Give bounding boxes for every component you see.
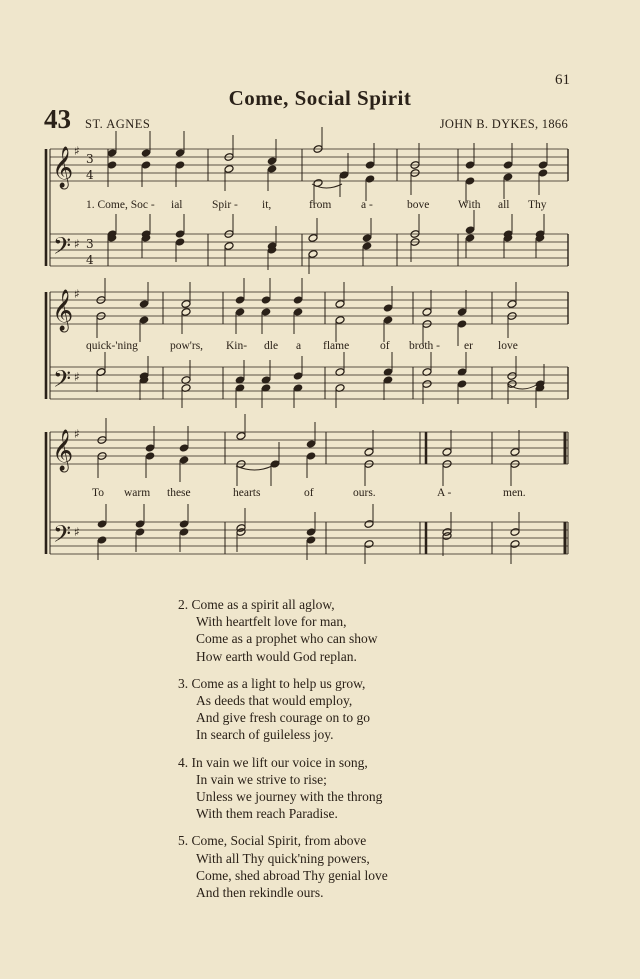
sharp-icon: ♯ — [74, 370, 80, 384]
hymn-title: Come, Social Spirit — [228, 86, 412, 110]
verse-3 — [178, 675, 640, 744]
lyric-syllable: warm — [124, 487, 151, 499]
time-signature-icon: 4 — [86, 168, 94, 182]
lyric-syllable: Spir - — [212, 199, 238, 211]
composer: JOHN B. DYKES, 1866 — [439, 117, 568, 131]
verse-line: With heartfelt love for man, — [196, 614, 347, 630]
bass-clef-icon: 𝄢 — [53, 232, 72, 265]
time-signature-icon: 3 — [86, 237, 94, 251]
lyric-syllable: broth - — [409, 340, 440, 352]
verse-line: 5. Come, Social Spirit, from above — [178, 833, 367, 849]
lyric-syllable: a — [296, 340, 302, 352]
verse-line: With them reach Paradise. — [196, 806, 338, 822]
tune-name: ST. AGNES — [85, 117, 151, 131]
lyric-syllable: Thy — [528, 199, 547, 211]
verse-line: In search of guileless joy. — [196, 727, 334, 743]
treble-clef-icon: 𝄞 — [52, 147, 74, 188]
verse-line: Come, shed abroad Thy genial love — [196, 867, 388, 883]
sharp-icon: ♯ — [74, 287, 80, 301]
lyric-syllable: A - — [437, 487, 452, 499]
time-signature-icon: 4 — [86, 253, 94, 267]
treble-clef-icon: 𝄞 — [52, 430, 74, 471]
lyric-syllable: flame — [323, 340, 350, 352]
verse-line: And then rekindle ours. — [196, 885, 324, 901]
sharp-icon: ♯ — [74, 144, 80, 158]
verse-line: How earth would God replan. — [196, 648, 357, 664]
time-signature-icon: 3 — [86, 152, 94, 166]
lyric-syllable: ours. — [353, 487, 376, 499]
lyric-syllable: 1. Come, Soc - — [86, 199, 155, 211]
slur — [312, 184, 342, 188]
page-number: 61 — [555, 72, 570, 88]
lyric-syllable: from — [309, 199, 332, 211]
verses — [0, 596, 640, 911]
bass-clef-icon: 𝄢 — [53, 365, 72, 398]
verse-line: Come as a prophet who can show — [196, 631, 378, 647]
lyric-syllable: of — [304, 487, 314, 499]
lyric-syllable: love — [498, 340, 518, 352]
verse-line: 4. In vain we lift our voice in song, — [178, 754, 368, 770]
verse-line: And give fresh courage on to go — [196, 710, 370, 726]
lyric-syllable: a - — [361, 199, 373, 211]
bass-clef-icon: 𝄢 — [53, 520, 72, 553]
lyric-syllable: hearts — [233, 487, 261, 499]
lyric-syllable: er — [464, 340, 473, 352]
sharp-icon: ♯ — [74, 237, 80, 251]
lyric-syllable: it, — [262, 199, 272, 211]
lyric-syllable: Kin- — [226, 340, 248, 352]
verse-2 — [178, 596, 640, 665]
lyric-syllable: pow'rs, — [170, 340, 204, 352]
lyric-syllable: dle — [264, 340, 279, 352]
verse-line: Unless we journey with the throng — [196, 789, 383, 805]
lyric-syllable: of — [380, 340, 390, 352]
verse-line: 3. Come as a light to help us grow, — [178, 675, 366, 691]
slur — [508, 384, 538, 389]
sharp-icon: ♯ — [74, 525, 80, 539]
lyric-syllable: these — [167, 487, 191, 499]
verse-line: As deeds that would employ, — [196, 693, 353, 709]
lyric-syllable: bove — [407, 199, 430, 211]
hymn-number: 43 — [44, 104, 71, 134]
verse-line: With all Thy quick'ning powers, — [196, 850, 370, 866]
lyric-syllable: ial — [171, 199, 183, 211]
lyric-syllable: men. — [503, 487, 526, 499]
verse-line: 2. Come as a spirit all aglow, — [178, 597, 335, 612]
verse-4 — [178, 754, 640, 823]
sharp-icon: ♯ — [74, 427, 80, 441]
lyric-syllable: quick-'ning — [86, 340, 138, 352]
lyric-syllable: To — [92, 487, 104, 499]
verse-5 — [178, 832, 640, 901]
lyric-syllable: With — [458, 199, 481, 211]
treble-clef-icon: 𝄞 — [52, 290, 74, 331]
lyric-syllable: all — [498, 199, 510, 211]
verse-line: In vain we strive to rise; — [196, 771, 327, 787]
